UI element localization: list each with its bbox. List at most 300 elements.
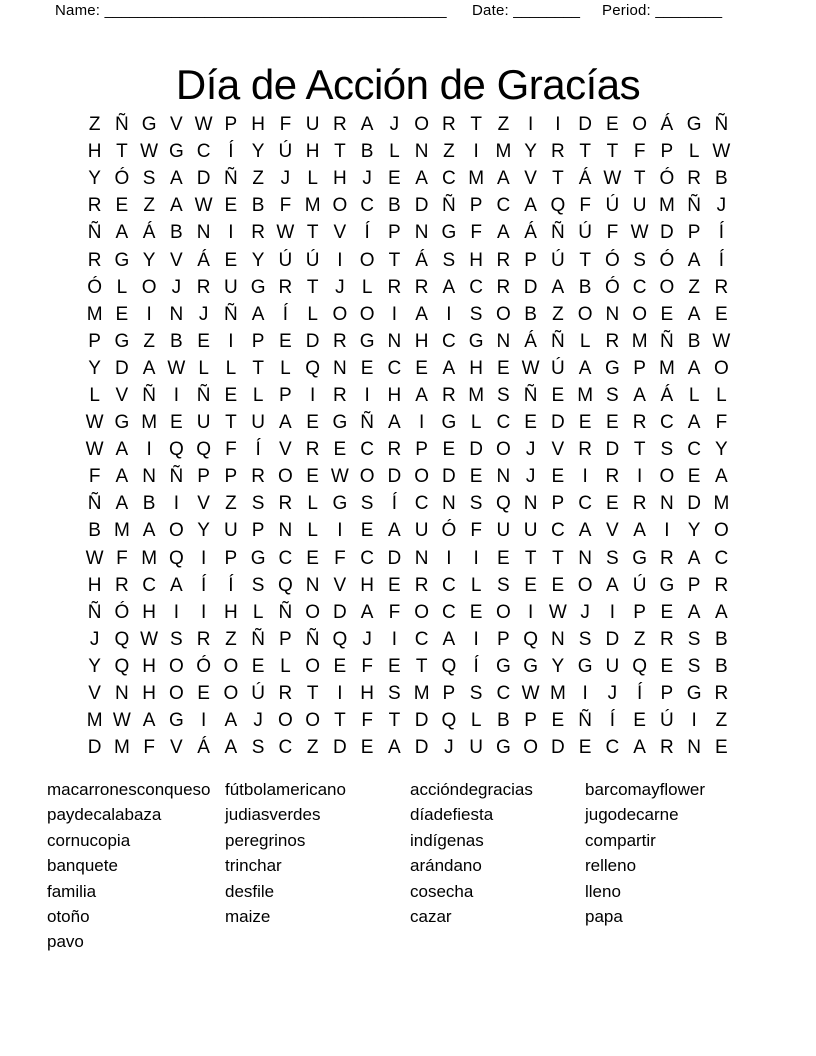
grid-letter: H — [142, 601, 156, 623]
grid-letter: D — [414, 737, 429, 759]
grid-letter: I — [527, 114, 534, 136]
grid-letter: G — [604, 357, 620, 379]
grid-letter: O — [632, 303, 648, 325]
grid-letter: U — [305, 114, 320, 136]
grid-letter: A — [142, 710, 156, 732]
grid-letter: I — [446, 547, 452, 569]
grid-letter: C — [360, 195, 374, 217]
grid-letter: C — [442, 330, 456, 352]
grid-letter: G — [250, 276, 266, 298]
grid-letter: O — [523, 737, 539, 759]
grid-letter: H — [333, 168, 347, 190]
grid-letter: N — [142, 466, 156, 488]
grid-letter: H — [142, 683, 156, 705]
grid-letter: G — [332, 493, 348, 515]
grid-letter: O — [713, 357, 729, 379]
grid-letter: P — [551, 493, 565, 515]
grid-letter: W — [630, 222, 649, 244]
grid-letter: P — [279, 628, 292, 650]
grid-letter: Y — [88, 168, 101, 190]
grid-letter: P — [415, 439, 428, 461]
grid-letter: Á — [197, 249, 210, 271]
grid-letter: Ñ — [687, 195, 701, 217]
grid-letter: S — [578, 628, 592, 650]
grid-letter: O — [577, 303, 593, 325]
grid-letter: A — [170, 574, 183, 596]
grid-letter: H — [87, 141, 102, 163]
grid-letter: Ú — [578, 222, 592, 244]
grid-letter: L — [252, 601, 264, 623]
grid-letter: J — [580, 601, 590, 623]
grid-letter: S — [251, 737, 265, 759]
grid-letter: Í — [718, 249, 725, 271]
grid-letter: G — [495, 655, 511, 677]
grid-letter: Ñ — [142, 384, 156, 406]
grid-letter: T — [579, 249, 591, 271]
grid-letter: M — [577, 384, 594, 406]
word-list-item: pavo — [47, 932, 84, 952]
grid-letter: Á — [142, 222, 156, 244]
grid-letter: D — [442, 466, 456, 488]
grid-letter: P — [633, 357, 646, 379]
grid-letter: E — [551, 710, 565, 732]
grid-letter: Ñ — [251, 628, 265, 650]
grid-letter: V — [88, 683, 101, 705]
grid-letter: S — [469, 303, 483, 325]
grid-letter: Z — [688, 276, 700, 298]
grid-letter: Q — [495, 493, 511, 515]
grid-letter: Ñ — [523, 384, 538, 406]
grid-letter: N — [414, 547, 429, 569]
grid-letter: Ú — [278, 141, 293, 163]
grid-letter: L — [361, 276, 373, 298]
grid-letter: R — [605, 330, 620, 352]
grid-letter: O — [332, 303, 348, 325]
grid-letter: P — [469, 195, 483, 217]
grid-letter: F — [116, 547, 128, 569]
grid-letter: W — [85, 547, 104, 569]
grid-letter: L — [198, 357, 209, 379]
grid-letter: A — [224, 737, 238, 759]
grid-letter: N — [305, 574, 320, 596]
grid-letter: Y — [524, 141, 537, 163]
grid-letter: N — [496, 466, 511, 488]
grid-letter: Ñ — [278, 601, 293, 623]
grid-letter: P — [88, 330, 101, 352]
grid-letter: G — [114, 412, 130, 434]
grid-letter: G — [495, 737, 511, 759]
grid-letter: H — [469, 249, 483, 271]
grid-letter: R — [632, 412, 647, 434]
grid-letter: M — [86, 303, 103, 325]
grid-letter: N — [333, 357, 347, 379]
grid-letter: R — [251, 222, 265, 244]
grid-letter: A — [115, 493, 129, 515]
grid-letter: C — [687, 439, 701, 461]
word-list-item: desfile — [225, 881, 275, 901]
grid-letter: R — [305, 439, 320, 461]
grid-letter: W — [712, 141, 731, 163]
grid-letter: W — [140, 628, 159, 650]
grid-letter: O — [577, 574, 593, 596]
grid-letter: A — [170, 195, 183, 217]
grid-letter: D — [387, 466, 402, 488]
grid-letter: J — [171, 276, 182, 298]
grid-letter: A — [415, 168, 428, 190]
grid-letter: E — [606, 114, 619, 136]
grid-letter: I — [173, 384, 180, 406]
grid-letter: G — [577, 655, 593, 677]
grid-letter: B — [715, 628, 728, 650]
word-list-column — [585, 777, 705, 929]
grid-letter: Ó — [604, 276, 620, 298]
grid-letter: M — [86, 710, 103, 732]
grid-letter: C — [414, 628, 429, 650]
grid-letter: E — [551, 574, 565, 596]
grid-letter: D — [551, 737, 565, 759]
word-list-item: arándano — [410, 856, 482, 876]
grid-letter: Q — [168, 439, 184, 461]
grid-letter: S — [251, 493, 265, 515]
grid-letter: L — [688, 384, 700, 406]
grid-letter: C — [469, 276, 483, 298]
grid-letter: L — [470, 710, 482, 732]
grid-letter: N — [442, 493, 456, 515]
grid-letter: N — [687, 737, 701, 759]
grid-letter: U — [523, 520, 538, 542]
grid-letter: G — [114, 330, 130, 352]
grid-letter: S — [633, 249, 646, 271]
grid-letter: Ó — [196, 655, 212, 677]
word-list-item: lleno — [585, 881, 621, 901]
grid-letter: A — [633, 384, 646, 406]
grid-letter: C — [632, 276, 647, 298]
grid-letter: D — [523, 276, 538, 298]
grid-letter: P — [497, 628, 510, 650]
grid-letter: W — [712, 330, 731, 352]
grid-letter: B — [360, 141, 374, 163]
grid-letter: L — [389, 141, 400, 163]
grid-letter: Ó — [114, 601, 130, 623]
grid-letter: P — [524, 249, 537, 271]
grid-letter: I — [228, 222, 234, 244]
grid-letter: O — [277, 466, 293, 488]
grid-letter: P — [633, 601, 646, 623]
grid-letter: A — [633, 520, 646, 542]
grid-letter: R — [632, 493, 647, 515]
grid-letter: U — [632, 195, 647, 217]
grid-letter: F — [225, 439, 237, 461]
word-list-item: fútbolamericano — [225, 780, 346, 799]
grid-letter: W — [521, 357, 540, 379]
grid-letter: R — [496, 276, 511, 298]
grid-letter: S — [497, 384, 510, 406]
grid-letter: U — [251, 412, 265, 434]
grid-letter: I — [364, 384, 370, 406]
grid-letter: Ó — [604, 249, 620, 271]
grid-letter: R — [333, 114, 347, 136]
grid-letter: Ú — [632, 574, 647, 596]
grid-letter: Á — [660, 384, 674, 406]
grid-letter: D — [605, 628, 620, 650]
grid-letter: W — [276, 222, 295, 244]
grid-letter: A — [170, 168, 183, 190]
word-list-item: banquete — [47, 856, 118, 876]
word-list-item: cornucopia — [47, 830, 131, 850]
grid-letter: O — [223, 683, 239, 705]
grid-letter: Í — [609, 710, 616, 732]
word-list-item: peregrinos — [225, 830, 306, 850]
grid-letter: A — [115, 439, 129, 461]
grid-letter: E — [497, 357, 510, 379]
grid-letter: N — [578, 547, 592, 569]
grid-letter: E — [333, 655, 347, 677]
grid-letter: A — [442, 357, 456, 379]
grid-letter: Ú — [278, 249, 293, 271]
grid-letter: E — [224, 249, 238, 271]
grid-letter: T — [306, 683, 319, 705]
grid-letter: T — [552, 168, 564, 190]
grid-letter: Á — [578, 168, 592, 190]
grid-letter: Ó — [114, 168, 130, 190]
grid-letter: E — [551, 384, 565, 406]
grid-letter: C — [496, 412, 511, 434]
grid-letter: S — [606, 384, 619, 406]
word-list-column — [47, 777, 210, 955]
grid-letter: Ñ — [360, 412, 374, 434]
word-list-item: jugodecarne — [585, 805, 679, 825]
grid-letter: Y — [142, 249, 156, 271]
grid-letter: H — [251, 114, 265, 136]
grid-letter: E — [306, 412, 319, 434]
grid-letter: J — [253, 710, 263, 732]
grid-letter: L — [688, 141, 700, 163]
grid-letter: H — [360, 574, 374, 596]
grid-letter: Z — [225, 493, 237, 515]
grid-letter: B — [687, 330, 701, 352]
grid-letter: Q — [168, 547, 184, 569]
grid-letter: A — [497, 168, 510, 190]
grid-letter: D — [687, 493, 701, 515]
grid-letter: C — [278, 547, 293, 569]
grid-letter: F — [606, 222, 619, 244]
word-list-column — [410, 777, 533, 929]
grid-letter: T — [252, 357, 264, 379]
word-list-item: trinchar — [225, 856, 282, 876]
grid-letter: M — [549, 683, 566, 705]
grid-letter: C — [496, 195, 511, 217]
grid-letter: L — [225, 357, 237, 379]
word-list-item: papa — [585, 907, 623, 927]
grid-letter: Í — [718, 222, 725, 244]
grid-letter: R — [333, 384, 347, 406]
grid-letter: L — [252, 384, 264, 406]
grid-letter: Ú — [551, 249, 565, 271]
grid-letter: A — [715, 466, 728, 488]
grid-letter: T — [633, 439, 646, 461]
word-list-item: relleno — [585, 856, 637, 876]
grid-letter: V — [170, 737, 183, 759]
grid-letter: T — [633, 168, 646, 190]
grid-letter: Y — [88, 357, 101, 379]
grid-letter: W — [167, 357, 186, 379]
grid-letter: P — [279, 384, 292, 406]
grid-letter: N — [115, 683, 129, 705]
grid-letter: W — [521, 683, 540, 705]
grid-letter: B — [170, 222, 183, 244]
grid-letter: Z — [225, 628, 237, 650]
word-list-item: díadefiesta — [410, 805, 494, 825]
grid-letter: E — [360, 737, 374, 759]
grid-letter: Ñ — [87, 222, 102, 244]
grid-letter: I — [555, 114, 561, 136]
grid-letter: M — [141, 547, 158, 569]
grid-letter: D — [414, 195, 429, 217]
grid-letter: U — [496, 520, 511, 542]
name-label: Name: — [55, 2, 101, 19]
grid-letter: V — [115, 384, 129, 406]
grid-letter: L — [470, 412, 482, 434]
grid-letter: Q — [305, 357, 321, 379]
grid-letter: D — [196, 168, 211, 190]
grid-letter: R — [333, 330, 347, 352]
grid-letter: A — [578, 357, 592, 379]
grid-letter: P — [224, 547, 238, 569]
grid-letter: I — [636, 466, 643, 488]
grid-letter: E — [715, 737, 728, 759]
grid-letter: E — [115, 195, 129, 217]
grid-letter: O — [414, 466, 430, 488]
grid-letter: E — [633, 710, 646, 732]
grid-letter: D — [305, 330, 320, 352]
grid-letter: R — [714, 683, 729, 705]
grid-letter: V — [333, 574, 347, 596]
grid-letter: V — [197, 493, 210, 515]
grid-letter: R — [278, 276, 293, 298]
grid-letter: V — [170, 114, 183, 136]
grid-letter: Á — [524, 222, 537, 244]
grid-letter: E — [197, 330, 210, 352]
grid-letter: Q — [441, 710, 457, 732]
grid-letter: I — [228, 330, 234, 352]
grid-letter: M — [113, 520, 130, 542]
grid-letter: Ñ — [115, 114, 129, 136]
grid-letter: O — [632, 114, 648, 136]
grid-letter: V — [524, 168, 537, 190]
page-title: Día de Acción de Gracías — [175, 61, 641, 109]
grid-letter: Ñ — [578, 710, 592, 732]
grid-letter: P — [687, 574, 701, 596]
grid-letter: H — [142, 655, 156, 677]
grid-letter: U — [414, 520, 429, 542]
grid-letter: Q — [550, 195, 566, 217]
grid-letter: H — [87, 574, 102, 596]
grid-letter: A — [251, 303, 265, 325]
grid-letter: J — [335, 276, 345, 298]
grid-letter: C — [660, 412, 674, 434]
grid-letter: S — [497, 574, 510, 596]
grid-letter: O — [659, 276, 675, 298]
grid-letter: D — [578, 114, 592, 136]
grid-letter: A — [360, 114, 374, 136]
name-field — [55, 2, 447, 19]
grid-letter: Y — [551, 655, 565, 677]
grid-letter: J — [716, 195, 727, 217]
grid-letter: L — [307, 168, 318, 190]
grid-letter: C — [605, 737, 620, 759]
grid-letter: A — [633, 737, 646, 759]
grid-letter: S — [442, 249, 456, 271]
grid-letter: M — [141, 412, 158, 434]
grid-letter: O — [495, 303, 511, 325]
grid-letter: E — [251, 655, 265, 677]
grid-letter: A — [115, 222, 129, 244]
grid-letter: J — [198, 303, 209, 325]
grid-letter: R — [714, 276, 729, 298]
grid-letter: I — [473, 547, 479, 569]
grid-letter: F — [361, 655, 373, 677]
grid-letter: E — [388, 168, 401, 190]
grid-letter: E — [469, 601, 483, 623]
grid-letter: W — [548, 601, 567, 623]
grid-letter: Z — [143, 195, 155, 217]
grid-letter: U — [469, 737, 483, 759]
grid-letter: P — [388, 222, 401, 244]
grid-letter: G — [441, 412, 457, 434]
grid-letter: N — [660, 493, 674, 515]
grid-letter: L — [307, 303, 318, 325]
grid-letter: I — [418, 412, 425, 434]
grid-letter: F — [715, 412, 728, 434]
grid-letter: A — [578, 520, 592, 542]
grid-letter: D — [605, 439, 620, 461]
grid-letter: I — [446, 303, 452, 325]
grid-letter: Ñ — [660, 330, 674, 352]
grid-letter: E — [497, 547, 510, 569]
grid-letter: H — [469, 357, 483, 379]
grid-letter: E — [224, 384, 238, 406]
grid-letter: M — [495, 141, 512, 163]
grid-letter: Q — [196, 439, 212, 461]
grid-letter: L — [280, 655, 291, 677]
grid-letter: E — [578, 412, 592, 434]
grid-letter: I — [391, 303, 398, 325]
grid-letter: D — [333, 601, 347, 623]
grid-letter: Í — [228, 574, 234, 596]
grid-letter: A — [224, 710, 238, 732]
grid-letter: A — [687, 601, 701, 623]
grid-letter: B — [142, 493, 156, 515]
grid-letter: E — [524, 574, 537, 596]
grid-letter: B — [388, 195, 401, 217]
grid-letter: Z — [633, 628, 646, 650]
grid-letter: E — [551, 466, 565, 488]
grid-letter: B — [578, 276, 592, 298]
grid-letter: Á — [197, 737, 210, 759]
grid-letter: E — [660, 655, 674, 677]
grid-letter: N — [496, 330, 511, 352]
grid-letter: E — [197, 683, 210, 705]
grid-letter: E — [170, 412, 183, 434]
grid-letter: O — [305, 710, 321, 732]
grid-letter: J — [362, 628, 372, 650]
grid-letter: O — [277, 710, 293, 732]
grid-letter: N — [414, 222, 429, 244]
grid-letter: Ó — [659, 168, 675, 190]
grid-letter: T — [552, 547, 564, 569]
grid-letter: R — [87, 195, 102, 217]
grid-letter: I — [200, 547, 207, 569]
